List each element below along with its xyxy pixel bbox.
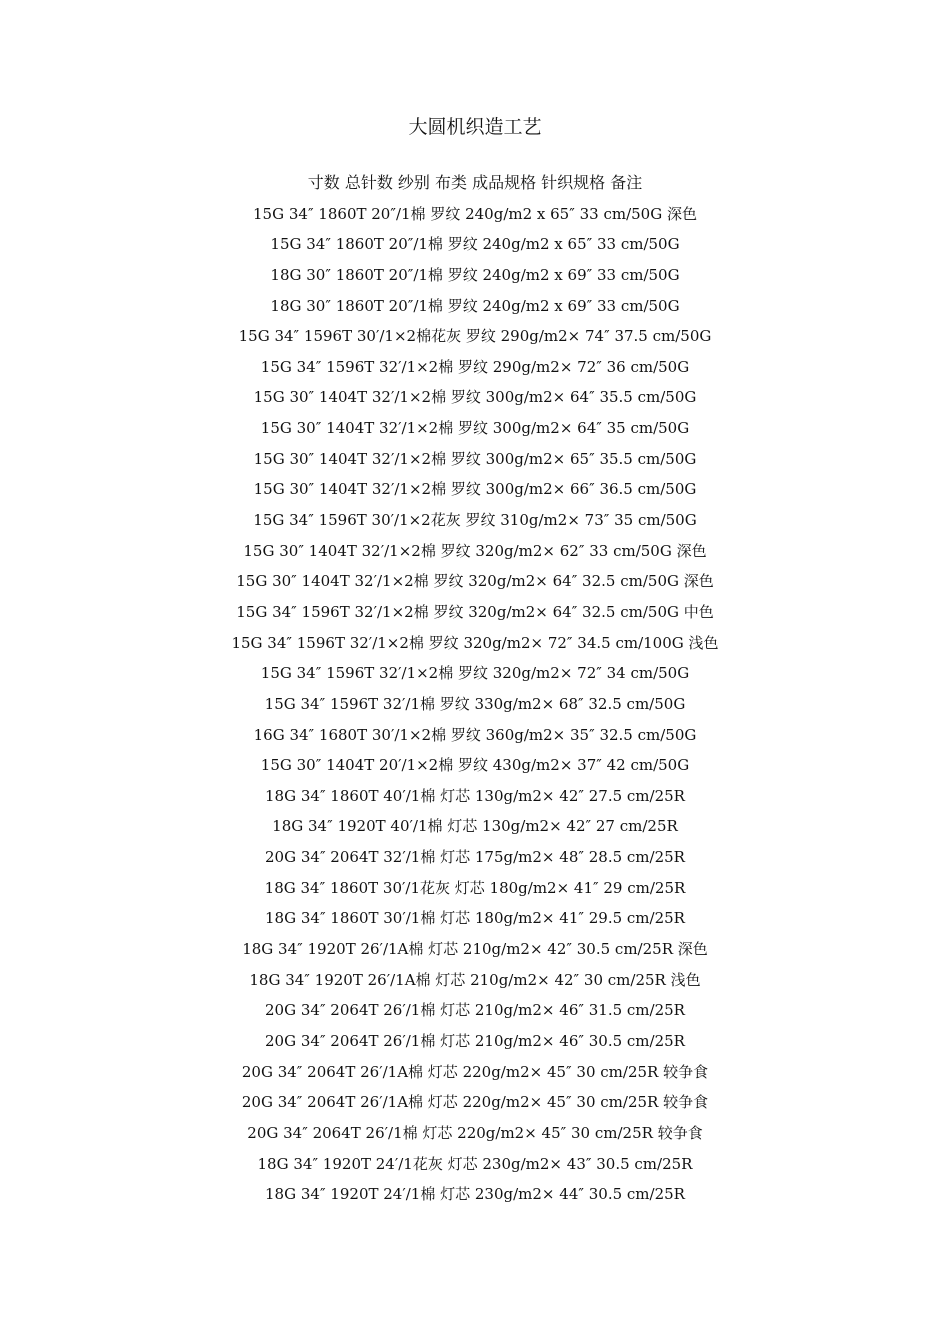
- spec-line: 18G 34″ 1920T 26′/1A棉 灯芯 210g/m2× 42″ 30 cm/25R 浅色: [249, 970, 701, 989]
- spec-line: 15G 30″ 1404T 32′/1×2棉 罗纹 300g/m2× 64″ 35.5 cm/50G: [253, 388, 697, 407]
- spec-line: 18G 34″ 1860T 30′/1花灰 灯芯 180g/m2× 41″ 29 cm/25R: [264, 878, 686, 897]
- spec-line: 15G 34″ 1596T 32′/1×2棉 罗纹 320g/m2× 72″ 34.5 cm/100G 浅色: [231, 633, 719, 652]
- spec-line: 20G 34″ 2064T 26′/1棉 灯芯 210g/m2× 46″ 31.5 cm/25R: [265, 1001, 685, 1020]
- spec-line: 16G 34″ 1680T 30′/1×2棉 罗纹 360g/m2× 35″ 32.5 cm/50G: [253, 725, 697, 744]
- spec-line: 15G 34″ 1596T 32′/1×2棉 罗纹 320g/m2× 64″ 32.5 cm/50G 中色: [236, 602, 714, 621]
- spec-line: 15G 30″ 1404T 32′/1×2棉 罗纹 320g/m2× 64″ 32.5 cm/50G 深色: [236, 572, 714, 591]
- spec-line: 18G 34″ 1860T 40′/1棉 灯芯 130g/m2× 42″ 27.5 cm/25R: [265, 786, 685, 805]
- column-header-line: 寸数 总针数 纱别 布类 成品规格 针织规格 备注: [307, 173, 643, 192]
- spec-line: 20G 34″ 2064T 32′/1棉 灯芯 175g/m2× 48″ 28.5 cm/25R: [265, 848, 685, 867]
- spec-line: 15G 34″ 1596T 32′/1棉 罗纹 330g/m2× 68″ 32.5 cm/50G: [264, 694, 686, 713]
- spec-line: 15G 34″ 1596T 30′/1×2花灰 罗纹 310g/m2× 73″ 35 cm/50G: [253, 511, 697, 530]
- page-title: 大圆机织造工艺: [408, 116, 542, 138]
- spec-line: 15G 34″ 1596T 32′/1×2棉 罗纹 290g/m2× 72″ 36 cm/50G: [260, 357, 690, 376]
- spec-line: 15G 34″ 1596T 30′/1×2棉花灰 罗纹 290g/m2× 74″ 37.5 cm/50G: [238, 327, 712, 346]
- spec-line: 20G 34″ 2064T 26′/1A棉 灯芯 220g/m2× 45″ 30 cm/25R 较争食: [241, 1062, 709, 1081]
- document-body: [0, 168, 950, 1210]
- spec-line: 18G 34″ 1920T 26′/1A棉 灯芯 210g/m2× 42″ 30.5 cm/25R 深色: [242, 940, 708, 959]
- spec-line: 15G 34″ 1596T 32′/1×2棉 罗纹 320g/m2× 72″ 34 cm/50G: [260, 664, 690, 683]
- spec-line: 15G 30″ 1404T 32′/1×2棉 罗纹 320g/m2× 62″ 33 cm/50G 深色: [243, 541, 707, 560]
- spec-line: 15G 30″ 1404T 20′/1×2棉 罗纹 430g/m2× 37″ 42 cm/50G: [260, 756, 690, 775]
- spec-line: 20G 34″ 2064T 26′/1A棉 灯芯 220g/m2× 45″ 30 cm/25R 较争食: [241, 1093, 709, 1112]
- spec-line: 20G 34″ 2064T 26′/1棉 灯芯 220g/m2× 45″ 30 cm/25R 较争食: [247, 1123, 703, 1142]
- spec-line: 15G 34″ 1860T 20″/1棉 罗纹 240g/m2 x 65″ 33 cm/50G: [270, 235, 680, 254]
- spec-line: 18G 34″ 1920T 24′/1棉 灯芯 230g/m2× 44″ 30.5 cm/25R: [265, 1185, 685, 1204]
- spec-line: 18G 34″ 1920T 40′/1棉 灯芯 130g/m2× 42″ 27 cm/25R: [272, 817, 678, 836]
- spec-line: 15G 30″ 1404T 32′/1×2棉 罗纹 300g/m2× 66″ 36.5 cm/50G: [253, 480, 697, 499]
- spec-line-list: [0, 199, 950, 1210]
- spec-line: 15G 34″ 1860T 20″/1棉 罗纹 240g/m2 x 65″ 33 cm/50G 深色: [253, 204, 697, 223]
- spec-line: 15G 30″ 1404T 32′/1×2棉 罗纹 300g/m2× 64″ 35 cm/50G: [260, 419, 690, 438]
- spec-line: 18G 30″ 1860T 20″/1棉 罗纹 240g/m2 x 69″ 33 cm/50G: [270, 265, 680, 284]
- spec-line: 18G 34″ 1860T 30′/1棉 灯芯 180g/m2× 41″ 29.5 cm/25R: [265, 909, 685, 928]
- spec-line: 15G 30″ 1404T 32′/1×2棉 罗纹 300g/m2× 65″ 35.5 cm/50G: [253, 449, 697, 468]
- spec-line: 18G 34″ 1920T 24′/1花灰 灯芯 230g/m2× 43″ 30.5 cm/25R: [257, 1154, 693, 1173]
- spec-line: 18G 30″ 1860T 20″/1棉 罗纹 240g/m2 x 69″ 33 cm/50G: [270, 296, 680, 315]
- spec-line: 20G 34″ 2064T 26′/1棉 灯芯 210g/m2× 46″ 30.5 cm/25R: [265, 1031, 685, 1050]
